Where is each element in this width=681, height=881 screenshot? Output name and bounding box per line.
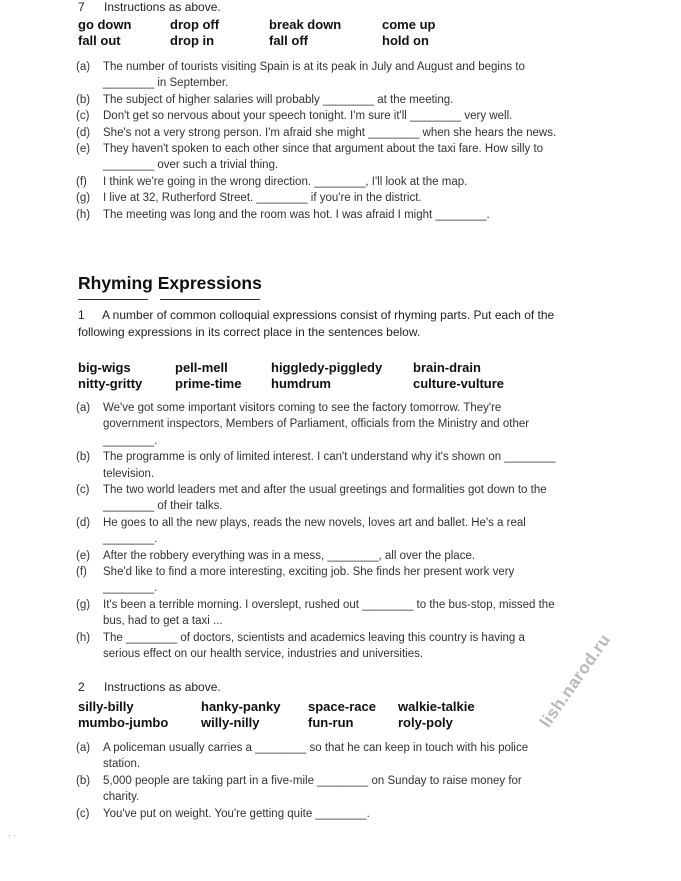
- site-watermark: lish.narod.ru: [536, 630, 615, 731]
- word: silly-billy: [78, 699, 134, 714]
- exercise-number: 1: [78, 308, 85, 322]
- instructions-text: A number of common colloquial expressions consist of rhyming parts. Put each of the following expressions in its correct place in the sentences below.: [78, 308, 555, 339]
- heading-underline: [78, 299, 148, 300]
- sentence-item: (f) I think we're going in the wrong direction. ________, I'll look at the map.: [76, 175, 468, 188]
- scan-specks: · ·: [8, 830, 17, 840]
- sentence-item: (c) Don't get so nervous about your speech tonight. I'm sure it'll ________ very well.: [76, 110, 513, 123]
- sentence-item: (h) The meeting was long and the room was hot. I was afraid I might ________.: [76, 208, 490, 221]
- sentence-item: (c) You've put on weight. You're getting quite ________.: [76, 807, 370, 820]
- word: pell-mell: [175, 360, 228, 375]
- instructions-text: Instructions as above.: [104, 0, 221, 14]
- word: prime-time: [175, 376, 242, 391]
- word: fall off: [269, 33, 308, 48]
- word: hold on: [382, 33, 429, 48]
- exercise-2-sentences: [76, 740, 546, 822]
- word: fall out: [78, 33, 121, 48]
- exercise-number: 7: [78, 0, 85, 14]
- word: culture-vulture: [413, 376, 505, 391]
- sentence-item: (d) He goes to all the new plays, reads the new novels, loves art and ballet. He's a real ________.: [76, 516, 526, 546]
- word: willy-nilly: [201, 715, 260, 730]
- instructions-text: Instructions as above.: [104, 680, 221, 694]
- sentence-item: (b) The programme is only of limited interest. I can't understand why it's shown on ________ television.: [76, 451, 556, 480]
- sentence-item: (b) The subject of higher salaries will probably ________ at the meeting.: [76, 93, 454, 106]
- sentence-item: (a) A policeman usually carries a ________ so that he can keep in touch with his police station.: [76, 742, 529, 771]
- exercise-2-instructions: [78, 680, 221, 694]
- sentence-item: (b) 5,000 people are taking part in a five-mile ________ on Sunday to raise money for charity.: [76, 774, 522, 804]
- exercise-1-sentences: [76, 400, 558, 663]
- section-heading: Rhyming Expressions: [78, 273, 262, 293]
- word: brain-drain: [413, 360, 481, 375]
- sentence-item: (g) It's been a terrible morning. I overslept, rushed out ________ to the bus-stop, missed the bus, had to get a taxi ...: [76, 598, 555, 628]
- sentence-item: (f) She'd like to find a more interesting, exciting job. She finds her present work very ________.: [76, 566, 515, 595]
- word: space-race: [308, 699, 376, 714]
- word: roly-poly: [398, 715, 453, 730]
- word: walkie-talkie: [398, 699, 475, 714]
- exercise-7-sentences: [76, 59, 566, 223]
- sentence-item: (a) The number of tourists visiting Spain is at its peak in July and August and begins to ________ in September.: [76, 61, 525, 90]
- sentence-item: (e) They haven't spoken to each other since that argument about the taxi fare. How silly to ________ over such a trivial thing.: [76, 143, 544, 172]
- exercise-7-instructions: [78, 0, 221, 14]
- word: nitty-gritty: [78, 376, 143, 391]
- word: hanky-panky: [201, 699, 281, 714]
- word: break down: [269, 17, 342, 32]
- word: drop off: [170, 17, 220, 32]
- exercise-1-instructions: [78, 307, 558, 341]
- word: humdrum: [271, 376, 331, 391]
- heading-underline: [160, 299, 260, 300]
- exercise-number: 2: [78, 680, 85, 694]
- sentence-item: (g) I live at 32, Rutherford Street. ________ if you're in the district.: [76, 192, 422, 205]
- word: big-wigs: [78, 360, 131, 375]
- word: fun-run: [308, 715, 354, 730]
- sentence-item: (h) The ________ of doctors, scientists and academics leaving this country is having a serious effect on our health service, industries and universities.: [76, 631, 525, 661]
- sentence-item: (e) After the robbery everything was in a mess, ________, all over the place.: [76, 549, 476, 562]
- sentence-item: (d) She's not a very strong person. I'm afraid she might ________ when she hears the news.: [76, 126, 557, 139]
- word: drop in: [170, 33, 215, 48]
- word: come up: [382, 17, 436, 32]
- sentence-item: (c) The two world leaders met and after the usual greetings and formalities got down to the ________ of their talks.: [76, 484, 547, 513]
- word: mumbo-jumbo: [78, 715, 169, 730]
- word: higgledy-piggledy: [271, 360, 383, 375]
- sentence-item: (a) We've got some important visitors coming to see the factory tomorrow. They're government inspectors, Members of Parliament, officials from the Ministry and other ________.: [76, 402, 530, 447]
- word: go down: [78, 17, 132, 32]
